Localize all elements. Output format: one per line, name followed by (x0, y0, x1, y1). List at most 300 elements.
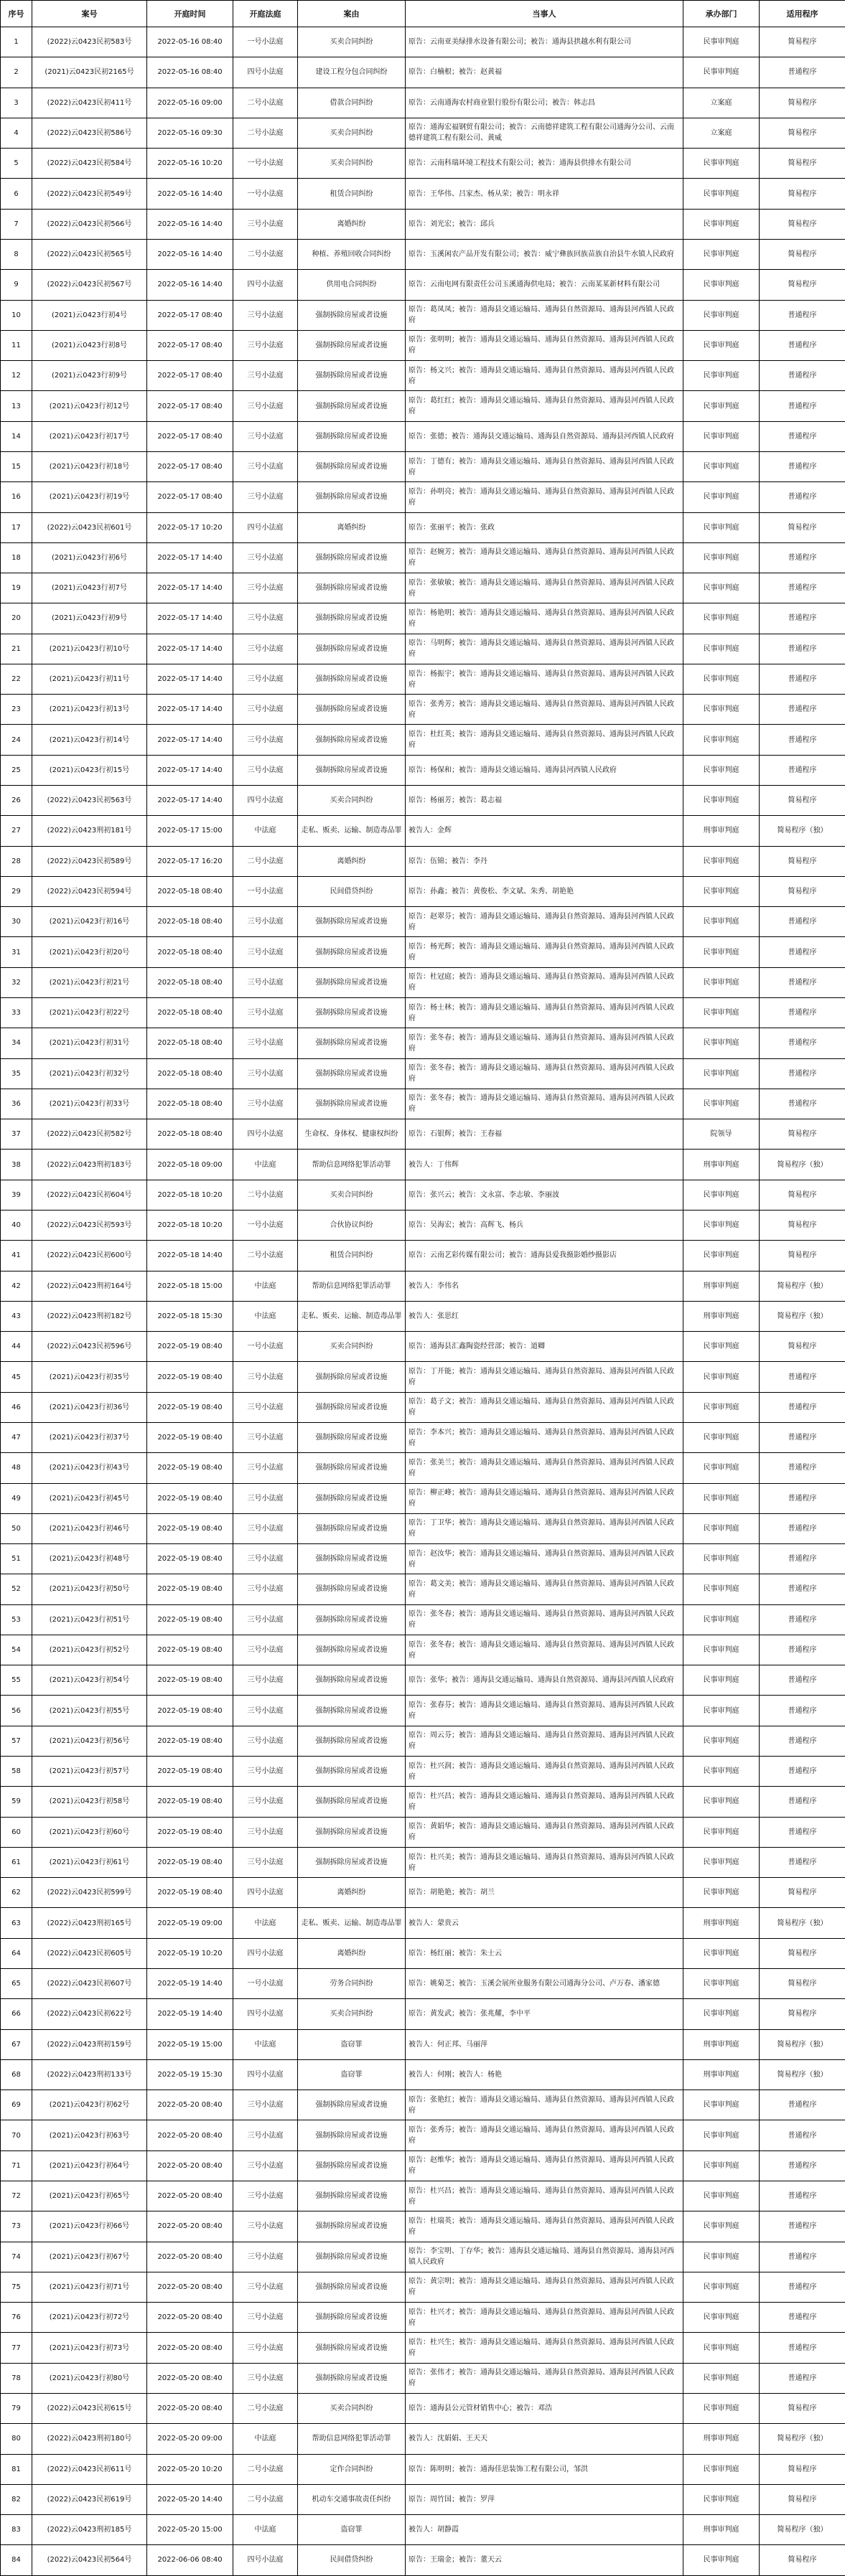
cell-dept: 民事审判庭 (683, 2545, 760, 2575)
cell-parties: 被告人：张思红 (406, 1301, 683, 1331)
cell-cause: 机动车交通事故责任纠纷 (298, 2484, 406, 2514)
cell-dept: 民事审判庭 (683, 1787, 760, 1817)
table-row (1, 1271, 845, 1301)
cell-court: 三号小法庭 (233, 573, 298, 603)
table-row (1, 482, 845, 512)
cell-parties: 原告：张春芬；被告：通海县交通运输局、通海县自然资源局、通海县河西镇人民政府 (406, 1696, 683, 1726)
cell-procedure: 简易程序 (760, 2484, 845, 2514)
cell-dept: 民事审判庭 (683, 2150, 760, 2181)
cell-court: 三号小法庭 (233, 1422, 298, 1452)
cell-parties: 原告：张华；被告：通海县交通运输局、通海县自然资源局、通海县河西镇人民政府 (406, 1665, 683, 1696)
table-row (1, 2029, 845, 2059)
cell-time: 2022-05-19 08:40 (147, 1726, 233, 1756)
cell-procedure: 普通程序 (760, 1696, 845, 1726)
cell-court: 三号小法庭 (233, 2333, 298, 2363)
cell-seq: 27 (1, 816, 32, 846)
cell-court: 三号小法庭 (233, 1483, 298, 1513)
cell-court: 一号小法庭 (233, 876, 298, 906)
table-row (1, 1847, 845, 1877)
cell-procedure: 普通程序 (760, 482, 845, 512)
cell-parties: 原告：云南科瑞环境工程技术有限公司；被告：通海县供排水有限公司 (406, 149, 683, 179)
cell-case-no: (2021)云0423行初48号 (32, 1544, 147, 1574)
cell-time: 2022-05-18 08:40 (147, 1058, 233, 1089)
table-row (1, 664, 845, 694)
cell-cause: 强制拆除房屋或者设施 (298, 2303, 406, 2333)
cell-time: 2022-05-18 08:40 (147, 998, 233, 1028)
cell-cause: 强制拆除房屋或者设施 (298, 664, 406, 694)
cell-cause: 离婚纠纷 (298, 846, 406, 876)
cell-seq: 14 (1, 421, 32, 451)
cell-dept: 民事审判庭 (683, 270, 760, 300)
cell-dept: 民事审判庭 (683, 1089, 760, 1119)
cell-parties: 原告：杨丽芳；被告：葛志福 (406, 786, 683, 816)
cell-cause: 强制拆除房屋或者设施 (298, 998, 406, 1028)
cell-time: 2022-05-20 08:40 (147, 2393, 233, 2423)
cell-case-no: (2022)云0423刑初180号 (32, 2424, 147, 2454)
cell-time: 2022-05-17 14:40 (147, 603, 233, 634)
cell-cause: 强制拆除房屋或者设施 (298, 330, 406, 360)
cell-case-no: (2021)云0423行初62号 (32, 2090, 147, 2120)
cell-court: 三号小法庭 (233, 907, 298, 937)
cell-cause: 借款合同纠纷 (298, 88, 406, 118)
cell-seq: 30 (1, 907, 32, 937)
table-row (1, 1362, 845, 1392)
table-row (1, 1938, 845, 1968)
cell-dept: 民事审判庭 (683, 421, 760, 451)
cell-parties: 原告：刘光宏；被告：邱兵 (406, 209, 683, 239)
cell-seq: 20 (1, 603, 32, 634)
cell-dept: 民事审判庭 (683, 1999, 760, 2029)
cell-procedure: 简易程序 (760, 88, 845, 118)
cell-cause: 强制拆除房屋或者设施 (298, 361, 406, 391)
cell-cause: 帮助信息网络犯罪活动罪 (298, 1150, 406, 1180)
table-row (1, 239, 845, 269)
cell-dept: 民事审判庭 (683, 1726, 760, 1756)
cell-parties: 原告：孙鑫；被告：黄俊松、李文斌、朱秀、胡艳艳 (406, 876, 683, 906)
cell-seq: 5 (1, 149, 32, 179)
cell-cause: 强制拆除房屋或者设施 (298, 1392, 406, 1422)
cell-time: 2022-05-20 10:20 (147, 2454, 233, 2484)
cell-procedure: 简易程序 (760, 1119, 845, 1150)
table-row (1, 786, 845, 816)
cell-seq: 43 (1, 1301, 32, 1331)
cell-seq: 40 (1, 1210, 32, 1240)
cell-cause: 走私、贩卖、运输、制造毒品罪 (298, 816, 406, 846)
cell-court: 中法庭 (233, 2515, 298, 2545)
cell-time: 2022-05-20 15:00 (147, 2515, 233, 2545)
cell-parties: 原告：黄娟华；被告：通海县交通运输局、通海县自然资源局、通海县河西镇人民政府 (406, 1817, 683, 1847)
cell-dept: 民事审判庭 (683, 1757, 760, 1787)
cell-parties: 原告：赵婉芳；被告：通海县交通运输局、通海县自然资源局、通海县河西镇人民政府 (406, 542, 683, 573)
table-row (1, 2424, 845, 2454)
cell-parties: 原告：杜兴润；被告：通海县交通运输局、通海县自然资源局、通海县河西镇人民政府 (406, 1757, 683, 1787)
cell-court: 二号小法庭 (233, 1180, 298, 1210)
cell-parties: 原告：王瑞金；被告：董天云 (406, 2545, 683, 2575)
cell-case-no: (2022)云0423民初565号 (32, 239, 147, 269)
cell-seq: 38 (1, 1150, 32, 1180)
cell-seq: 37 (1, 1119, 32, 1150)
cell-time: 2022-05-18 14:40 (147, 1241, 233, 1271)
cell-time: 2022-05-19 10:20 (147, 1938, 233, 1968)
cell-procedure: 普通程序 (760, 300, 845, 330)
cell-case-no: (2022)云0423民初566号 (32, 209, 147, 239)
cell-parties: 原告：张冬春；被告：通海县交通运输局、通海县自然资源局、通海县河西镇人民政府 (406, 1028, 683, 1058)
cell-seq: 58 (1, 1757, 32, 1787)
cell-parties: 原告：杜兴昌；被告：通海县交通运输局、通海县自然资源局、通海县河西镇人民政府 (406, 1787, 683, 1817)
cell-court: 一号小法庭 (233, 1210, 298, 1240)
cell-cause: 强制拆除房屋或者设施 (298, 1635, 406, 1665)
cell-time: 2022-05-17 14:40 (147, 664, 233, 694)
cell-seq: 82 (1, 2484, 32, 2514)
cell-dept: 民事审判庭 (683, 1210, 760, 1240)
cell-case-no: (2021)云0423行初51号 (32, 1604, 147, 1635)
table-row (1, 1726, 845, 1756)
cell-procedure: 简易程序 (760, 2545, 845, 2575)
cell-parties: 原告：葛凤凤；被告：通海县交通运输局、通海县自然资源局、通海县河西镇人民政府 (406, 300, 683, 330)
cell-dept: 民事审判庭 (683, 755, 760, 785)
cell-procedure: 普通程序 (760, 2120, 845, 2150)
table-row (1, 1058, 845, 1089)
cell-cause: 强制拆除房屋或者设施 (298, 2120, 406, 2150)
cell-cause: 强制拆除房屋或者设施 (298, 1665, 406, 1696)
cell-court: 三号小法庭 (233, 542, 298, 573)
cell-court: 中法庭 (233, 1150, 298, 1180)
cell-parties: 原告：赵翠芬；被告：通海县交通运输局、通海县自然资源局、通海县河西镇人民政府 (406, 907, 683, 937)
cell-procedure: 普通程序 (760, 1757, 845, 1787)
table-row (1, 1999, 845, 2029)
cell-case-no: (2021)云0423行初73号 (32, 2333, 147, 2363)
table-row (1, 725, 845, 755)
cell-parties: 原告：张明明；被告：通海县交通运输局、通海县自然资源局、通海县河西镇人民政府 (406, 330, 683, 360)
cell-court: 三号小法庭 (233, 1604, 298, 1635)
cell-seq: 78 (1, 2363, 32, 2393)
cell-dept: 立案庭 (683, 118, 760, 148)
cell-procedure: 简易程序 (760, 1241, 845, 1271)
cell-procedure: 普通程序 (760, 2272, 845, 2302)
cell-procedure: 普通程序 (760, 1665, 845, 1696)
cell-procedure: 简易程序 (760, 149, 845, 179)
cell-case-no: (2022)云0423刑初159号 (32, 2029, 147, 2059)
table-row (1, 907, 845, 937)
cell-seq: 64 (1, 1938, 32, 1968)
cell-case-no: (2022)云0423民初564号 (32, 2545, 147, 2575)
cell-dept: 民事审判庭 (683, 1969, 760, 1999)
cell-cause: 定作合同纠纷 (298, 2454, 406, 2484)
cell-procedure: 简易程序（独） (760, 1150, 845, 1180)
table-row (1, 1969, 845, 1999)
cell-parties: 原告：吴海宏；被告：高辉飞、杨兵 (406, 1210, 683, 1240)
cell-seq: 66 (1, 1999, 32, 2029)
cell-court: 四号小法庭 (233, 2059, 298, 2090)
cell-case-no: (2021)云0423行初61号 (32, 1847, 147, 1877)
table-row (1, 118, 845, 148)
cell-cause: 强制拆除房屋或者设施 (298, 1058, 406, 1089)
cell-seq: 8 (1, 239, 32, 269)
cell-procedure: 普通程序 (760, 907, 845, 937)
cell-seq: 70 (1, 2120, 32, 2150)
cell-case-no: (2022)云0423民初605号 (32, 1938, 147, 1968)
cell-dept: 民事审判庭 (683, 998, 760, 1028)
table-row (1, 1301, 845, 1331)
cell-dept: 民事审判庭 (683, 2242, 760, 2272)
table-row (1, 695, 845, 725)
cell-seq: 55 (1, 1665, 32, 1696)
cell-parties: 原告：白楠根；被告：赵黄福 (406, 57, 683, 88)
cell-time: 2022-05-19 08:40 (147, 1847, 233, 1877)
cell-dept: 刑事审判庭 (683, 2029, 760, 2059)
cell-seq: 75 (1, 2272, 32, 2302)
cell-parties: 原告：杜红英；被告：通海县交通运输局、通海县自然资源局、通海县河西镇人民政府 (406, 725, 683, 755)
cell-parties: 原告：张美兰；被告：通海县交通运输局、通海县自然资源局、通海县河西镇人民政府 (406, 1453, 683, 1483)
cell-seq: 3 (1, 88, 32, 118)
cell-seq: 57 (1, 1726, 32, 1756)
cell-cause: 离婚纠纷 (298, 209, 406, 239)
cell-case-no: (2021)云0423行初72号 (32, 2303, 147, 2333)
cell-court: 四号小法庭 (233, 1878, 298, 1908)
cell-time: 2022-05-19 08:40 (147, 1635, 233, 1665)
cell-cause: 强制拆除房屋或者设施 (298, 1089, 406, 1119)
cell-time: 2022-05-16 10:20 (147, 149, 233, 179)
cell-dept: 民事审判庭 (683, 1878, 760, 1908)
table-row (1, 2515, 845, 2545)
cell-seq: 59 (1, 1787, 32, 1817)
cell-court: 二号小法庭 (233, 2484, 298, 2514)
cell-case-no: (2022)云0423民初600号 (32, 1241, 147, 1271)
cell-case-no: (2022)云0423刑初183号 (32, 1150, 147, 1180)
table-row (1, 2090, 845, 2120)
cell-parties: 原告：马明辉；被告：通海县交通运输局、通海县自然资源局、通海县河西镇人民政府 (406, 634, 683, 664)
table-row (1, 1089, 845, 1119)
cell-seq: 73 (1, 2211, 32, 2242)
cell-seq: 46 (1, 1392, 32, 1422)
cell-cause: 走私、贩卖、运输、制造毒品罪 (298, 1301, 406, 1331)
cell-seq: 4 (1, 118, 32, 148)
cell-court: 四号小法庭 (233, 57, 298, 88)
cell-time: 2022-05-20 08:40 (147, 2150, 233, 2181)
cell-cause: 盗窃罪 (298, 2059, 406, 2090)
cell-dept: 刑事审判庭 (683, 1150, 760, 1180)
table-row (1, 1241, 845, 1271)
cell-parties: 原告：石银辉；被告：王春福 (406, 1119, 683, 1150)
cell-time: 2022-05-18 10:20 (147, 1180, 233, 1210)
cell-court: 一号小法庭 (233, 1332, 298, 1362)
cell-parties: 原告：赵汝华；被告：通海县交通运输局、通海县自然资源局、通海县河西镇人民政府 (406, 1544, 683, 1574)
cell-procedure: 简易程序 (760, 1938, 845, 1968)
cell-dept: 民事审判庭 (683, 2333, 760, 2363)
cell-seq: 39 (1, 1180, 32, 1210)
cell-procedure: 普通程序 (760, 2211, 845, 2242)
cell-procedure: 简易程序 (760, 1210, 845, 1240)
cell-seq: 68 (1, 2059, 32, 2090)
table-row (1, 2303, 845, 2333)
cell-time: 2022-05-16 14:40 (147, 270, 233, 300)
cell-cause: 租赁合同纠纷 (298, 1241, 406, 1271)
cell-procedure: 普通程序 (760, 1089, 845, 1119)
cell-court: 三号小法庭 (233, 2181, 298, 2211)
cell-cause: 买卖合同纠纷 (298, 1332, 406, 1362)
cell-seq: 81 (1, 2454, 32, 2484)
cell-procedure: 普通程序 (760, 2181, 845, 2211)
table-row (1, 2484, 845, 2514)
cell-procedure: 普通程序 (760, 2150, 845, 2181)
cell-time: 2022-05-20 08:40 (147, 2303, 233, 2333)
cell-dept: 民事审判庭 (683, 542, 760, 573)
cell-seq: 61 (1, 1847, 32, 1877)
cell-case-no: (2022)云0423刑初181号 (32, 816, 147, 846)
table-row (1, 1119, 845, 1150)
cell-dept: 民事审判庭 (683, 846, 760, 876)
cell-parties: 被告人：丁伟辉 (406, 1150, 683, 1180)
cell-procedure: 普通程序 (760, 1422, 845, 1452)
table-row (1, 209, 845, 239)
cell-parties: 原告：伍锦；被告：李丹 (406, 846, 683, 876)
cell-case-no: (2021)云0423行初80号 (32, 2363, 147, 2393)
cell-seq: 79 (1, 2393, 32, 2423)
cell-procedure: 普通程序 (760, 573, 845, 603)
cell-time: 2022-05-17 14:40 (147, 634, 233, 664)
cell-court: 三号小法庭 (233, 1817, 298, 1847)
cell-dept: 民事审判庭 (683, 603, 760, 634)
cell-court: 四号小法庭 (233, 1999, 298, 2029)
cell-seq: 33 (1, 998, 32, 1028)
cell-time: 2022-05-20 08:40 (147, 2181, 233, 2211)
cell-cause: 强制拆除房屋或者设施 (298, 1847, 406, 1877)
cell-time: 2022-05-16 08:40 (147, 27, 233, 57)
cell-dept: 民事审判庭 (683, 391, 760, 421)
cell-cause: 供用电合同纠纷 (298, 270, 406, 300)
cell-case-no: (2021)云0423行初66号 (32, 2211, 147, 2242)
cell-seq: 42 (1, 1271, 32, 1301)
cell-cause: 强制拆除房屋或者设施 (298, 725, 406, 755)
cell-parties: 原告：张艳红；被告：通海县交通运输局、通海县自然资源局、通海县河西镇人民政府 (406, 2090, 683, 2120)
cell-procedure: 简易程序 (760, 2454, 845, 2484)
cell-court: 三号小法庭 (233, 1453, 298, 1483)
cell-court: 一号小法庭 (233, 27, 298, 57)
cell-seq: 34 (1, 1028, 32, 1058)
cell-parties: 原告：丁德有；被告：通海县交通运输局、通海县自然资源局、通海县河西镇人民政府 (406, 451, 683, 481)
cell-procedure: 简易程序 (760, 209, 845, 239)
cell-court: 四号小法庭 (233, 270, 298, 300)
table-row (1, 876, 845, 906)
cell-case-no: (2021)云0423行初50号 (32, 1574, 147, 1604)
cell-cause: 强制拆除房屋或者设施 (298, 1817, 406, 1847)
cell-procedure: 简易程序（独） (760, 816, 845, 846)
cell-procedure: 普通程序 (760, 2090, 845, 2120)
cell-dept: 民事审判庭 (683, 1574, 760, 1604)
cell-parties: 原告：张冬春；被告：通海县交通运输局、通海县自然资源局、通海县河西镇人民政府 (406, 1635, 683, 1665)
cell-cause: 强制拆除房屋或者设施 (298, 573, 406, 603)
cell-procedure: 简易程序 (760, 876, 845, 906)
cell-cause: 强制拆除房屋或者设施 (298, 1422, 406, 1452)
cell-court: 二号小法庭 (233, 118, 298, 148)
table-row (1, 512, 845, 542)
cell-case-no: (2022)云0423民初596号 (32, 1332, 147, 1362)
header-parties: 当事人 (406, 1, 683, 27)
cell-procedure: 普通程序 (760, 1544, 845, 1574)
cell-cause: 强制拆除房屋或者设施 (298, 695, 406, 725)
table-row (1, 1574, 845, 1604)
table-row (1, 300, 845, 330)
cell-cause: 买卖合同纠纷 (298, 27, 406, 57)
cell-court: 四号小法庭 (233, 2545, 298, 2575)
cell-parties: 被告人：胡静霞 (406, 2515, 683, 2545)
cell-dept: 民事审判庭 (683, 937, 760, 967)
cell-parties: 原告：周云芬；被告：通海县交通运输局、通海县自然资源局、通海县河西镇人民政府 (406, 1726, 683, 1756)
cell-cause: 强制拆除房屋或者设施 (298, 634, 406, 664)
cell-seq: 18 (1, 542, 32, 573)
cell-case-no: (2022)云0423民初582号 (32, 1119, 147, 1150)
cell-time: 2022-05-19 15:00 (147, 2029, 233, 2059)
cell-parties: 被告人：何正邦、马丽萍 (406, 2029, 683, 2059)
cell-time: 2022-05-17 14:40 (147, 695, 233, 725)
cell-case-no: (2021)云0423行初58号 (32, 1787, 147, 1817)
cell-time: 2022-05-20 08:40 (147, 2211, 233, 2242)
cell-parties: 原告：葛子文；被告：通海县交通运输局、通海县自然资源局、通海县河西镇人民政府 (406, 1392, 683, 1422)
cell-cause: 强制拆除房屋或者设施 (298, 300, 406, 330)
cell-cause: 强制拆除房屋或者设施 (298, 2272, 406, 2302)
table-row (1, 1513, 845, 1543)
cell-procedure: 简易程序 (760, 846, 845, 876)
cell-dept: 民事审判庭 (683, 451, 760, 481)
table-row (1, 542, 845, 573)
table-row (1, 1665, 845, 1696)
cell-case-no: (2021)云0423行初56号 (32, 1726, 147, 1756)
cell-time: 2022-05-18 15:00 (147, 1271, 233, 1301)
cell-time: 2022-05-18 08:40 (147, 1089, 233, 1119)
cell-court: 三号小法庭 (233, 2150, 298, 2181)
cell-time: 2022-05-17 08:40 (147, 421, 233, 451)
cell-time: 2022-05-18 10:20 (147, 1210, 233, 1240)
cell-court: 三号小法庭 (233, 2303, 298, 2333)
cell-parties: 原告：玉溪闲农产品开发有限公司；被告：威宁彝族回族苗族自治县牛水镇人民政府 (406, 239, 683, 269)
cell-procedure: 简易程序 (760, 1969, 845, 1999)
cell-dept: 民事审判庭 (683, 876, 760, 906)
cell-seq: 45 (1, 1362, 32, 1392)
cell-dept: 民事审判庭 (683, 695, 760, 725)
cell-time: 2022-06-06 08:40 (147, 2545, 233, 2575)
cell-procedure: 简易程序（独） (760, 2424, 845, 2454)
header-case-no: 案号 (32, 1, 147, 27)
table-row (1, 1180, 845, 1210)
table-row (1, 1483, 845, 1513)
cell-cause: 强制拆除房屋或者设施 (298, 907, 406, 937)
cell-procedure: 普通程序 (760, 2303, 845, 2333)
cell-parties: 原告：黄宗明；被告：通海县交通运输局、通海县自然资源局、通海县河西镇人民政府 (406, 2272, 683, 2302)
cell-cause: 种植、养殖回收合同纠纷 (298, 239, 406, 269)
cell-procedure: 简易程序 (760, 239, 845, 269)
cell-court: 三号小法庭 (233, 2242, 298, 2272)
cell-cause: 强制拆除房屋或者设施 (298, 1544, 406, 1574)
cell-case-no: (2022)云0423刑初185号 (32, 2515, 147, 2545)
cell-procedure: 普通程序 (760, 664, 845, 694)
cell-cause: 民间借贷纠纷 (298, 876, 406, 906)
cell-time: 2022-05-16 09:30 (147, 118, 233, 148)
cell-seq: 80 (1, 2424, 32, 2454)
cell-parties: 原告：杨文兴；被告：通海县交通运输局、通海县自然资源局、通海县河西镇人民政府 (406, 361, 683, 391)
cell-seq: 84 (1, 2545, 32, 2575)
cell-time: 2022-05-19 08:40 (147, 1787, 233, 1817)
cell-dept: 刑事审判庭 (683, 2059, 760, 2090)
cell-case-no: (2021)云0423行初37号 (32, 1422, 147, 1452)
cell-parties: 原告：杨保和；被告：通海县交通运输局、通海县河西镇人民政府 (406, 755, 683, 785)
cell-seq: 29 (1, 876, 32, 906)
cell-seq: 83 (1, 2515, 32, 2545)
cell-cause: 强制拆除房屋或者设施 (298, 2150, 406, 2181)
cell-court: 三号小法庭 (233, 300, 298, 330)
cell-case-no: (2022)云0423民初604号 (32, 1180, 147, 1210)
cell-case-no: (2021)云0423行初14号 (32, 725, 147, 755)
cell-time: 2022-05-18 09:00 (147, 1150, 233, 1180)
